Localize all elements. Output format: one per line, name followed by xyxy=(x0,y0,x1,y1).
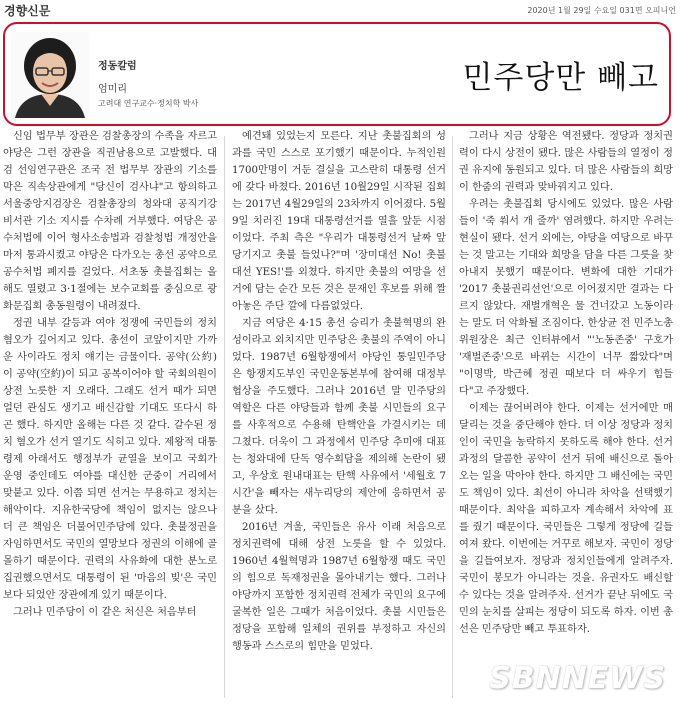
paragraph: 예견돼 있었는지 모른다. 지난 촛불집회의 성과를 국민 스스로 포기했기 때문이다. 누적인원 1700만명이 거둔 결실을 고스란히 대통령 선거에 갖다 바쳤다. 2016년 10월29일 시작된 집회는 2017년 4월29일의 23차까지 이어졌다. 5월9일 치러진 19대 대통령선거를 열흘 앞둔 시점이었다. 주최 측은 "우리가 대통령선거 날짜 앞당기지고 촛불 들었나?"며 '장미대선 No! 촛불대선 YES!'를 외쳤다. 하지만 촛불의 여망을 선거에 담는 순간 모든 것은 문재인 후보를 위해 짤아놓은 주단 깔에 다름없었다. xyxy=(232,131,446,312)
article-body xyxy=(0,128,680,706)
paragraph: 그러나 지금 상황은 역전됐다. 정당과 정치권력이 다시 상전이 됐다. 많은 사람들의 열정이 정권 유지에 동원되고 있다. 더 많은 사람들의 희망이 한줌의 권력과 맞바꿔지고 있다. xyxy=(459,131,673,193)
author-photo xyxy=(11,32,89,118)
paragraph: 2016년 겨울, 국민들은 유사 이래 처음으로 정치권력에 대해 상전 노릇을 할 수 있었다. 1960년 4월혁명과 1987년 6월항쟁 때도 국민의 힘으로 독재정권을 몰아내기는 했다. 그러나 야당까지 포함한 정치권력 전체가 국민의 요구에 굴복한 일은 그때가 처음이었다. 촛불 시민들은 정당을 포함해 일체의 권위를 부정하고 자신의 행동과 스스로의 힘만을 믿었다. xyxy=(232,522,446,652)
paragraph: 지금 여당은 4·15 총선 승리가 촛불혁명의 완성이라고 외치지만 민주당은 촛불의 주역이 아니었다. 1987년 6월항쟁에서 야당인 통일민주당은 항쟁지도부인 국민운동본부에 참여해 대정부협상을 주도했다. 그러나 2016년 말 민주당의 역할은 다른 야당들과 함께 촛불 시민들의 요구를 사후적으로 수용해 탄핵안을 가결시키는 데 그쳤다. 더욱이 그 과정에서 민주당 추미애 대표는 청와대에 단독 영수회담을 제의해 논란이 됐고, 우상호 원내대표는 탄핵 사유에서 '세월호 7시간'을 빼자는 새누리당의 제안에 응하면서 공분을 샀다. xyxy=(232,318,446,516)
paragraph: 신임 법무부 장관은 검찰총장의 수족을 자르고 야당은 그런 장관을 직권남용으로 고발했다. 대검 선임연구관은 조국 전 법무부 장관의 기소를 막은 직속상관에게 "당신이 검사냐"고 항의하고 서울중앙지검장은 검찰총장의 청와대 공직기강비서관 기소 지시를 수차례 거부했다. 여당은 공수처법에 이어 형사소송법과 검찰청법 개정안을 마저 통과시켰고 야당은 다가오는 총선 공약으로 공수처법 폐지를 걸었다. 서초동 촛불집회는 올해도 열렸고 3·1절에는 보수교회를 중심으로 광화문집회 총동원령이 내려졌다. xyxy=(3,131,217,312)
paragraph: 우려는 촛불집회 당시에도 있었다. 많은 사람들이 '죽 쒀서 개 줄까' 염려했다. 하지만 우려는 현실이 됐다. 선거 외에는, 야당을 여당으로 바꾸는 것 말고는 기대와 희망을 담을 다른 그릇을 찾아내지 못했기 때문이다. 변화에 대한 기대가 '2017 촛불권리선언'으로 이어졌지만 결과는 다르지 않았다. 재벌개혁은 물 건너갔고 노동이라는 말도 더 악화될 조짐이다. 한상균 전 민주노총 위원장은 최근 인터뷰에서 "'노동존중' 구호가 '재벌존중'으로 바뀌는 시간이 너무 짧았다"며 "이명박, 박근혜 정권 때보다 더 싸우기 힘들다"고 주장했다. xyxy=(459,199,673,397)
author-title: 고려대 연구교수·정치학 박사 xyxy=(98,99,199,108)
paragraph: 그러나 민주당이 이 같은 처신은 처음부터 xyxy=(13,607,197,618)
paragraph: 정권 내부 갈등과 여야 정쟁에 국민들의 정치 혐오가 깊어지고 있다. 총선이 코앞이지만 가까운 사이라도 정치 얘기는 금물이다. 공약(公約)이 공약(空約)이 되고 공복이어야 할 국회의원이 상전 노릇한 지 오래다. 그래도 선거 때가 되면 얼던 관심도 생기고 배신감할 기대도 또다시 하곤 했다. 하지만 올해는 다른 것 같다. 갈수된 정치 혐오가 선거 열기도 식히고 있다. 제왕적 대통령제 아래서도 행정부가 균열을 보이고 국회가 운영 중인데도 여야를 대신한 군중이 거리에서 맞붙고 있다. 이쯤 되면 선거는 무용하고 정치는 해악이다. 지유한국당에 책임이 없지는 않으나 더 큰 책임은 더불어민주당에 있다. 촛불정권을 자임하면서도 국민의 열망보다 정권의 이해에 골몰하기 때문이다. 권력의 사유화에 대한 분노로 집권했으면서도 대통령이 된 '마음의 빚'은 국민보다 되었안 장관에게 있기 때문이다. xyxy=(3,318,217,601)
column-divider xyxy=(224,136,225,698)
paragraph: 이제는 끊어버려야 한다. 이제는 선거에만 매달리는 것을 중단해야 한다. 더 이상 정당과 정치인이 국민을 농락하지 못하도록 해야 한다. 선거 과정의 달콤한 공약이 선거 뒤에 배신으로 돌아오는 일을 막아야 한다. 하지만 그 배신에는 국민도 책임이 있다. 최선이 아니라 차악을 선택했기 때문이다. 최악을 피하고자 계속해서 차악에 표를 줬기 때문이다. 국민들은 그렇게 정당에 길들여져 왔다. 이번에는 거꾸로 해보자. 국민이 정당을 길들여보자. 정당과 정치인들에게 알려주자. 국민이 봉모가 아니라는 것을. 유권자도 배신할 수 있다는 것을 알려주자. 선거가 끝난 뒤에도 국민의 눈치를 살피는 정당이 되도록 하자. 이번 총선은 민주당만 빼고 투표하자. xyxy=(459,403,673,635)
text-column-3 xyxy=(459,128,673,700)
headline: 민주당만 빼고 xyxy=(462,60,659,96)
column-label: 정동칼럼 xyxy=(98,61,137,72)
text-column-1 xyxy=(3,128,217,700)
newspaper-name: 경향신문 xyxy=(4,4,51,18)
issue-date-info: 2020년 1월 29일 수요일 031면 오피니언 xyxy=(527,6,676,15)
column-divider xyxy=(452,136,453,698)
column-header-box xyxy=(3,22,671,126)
masthead-bar xyxy=(0,0,680,20)
author-name: 엄미리 xyxy=(98,84,127,95)
text-column-2 xyxy=(232,128,446,700)
watermark-logo: SBNNEWS xyxy=(489,661,666,696)
